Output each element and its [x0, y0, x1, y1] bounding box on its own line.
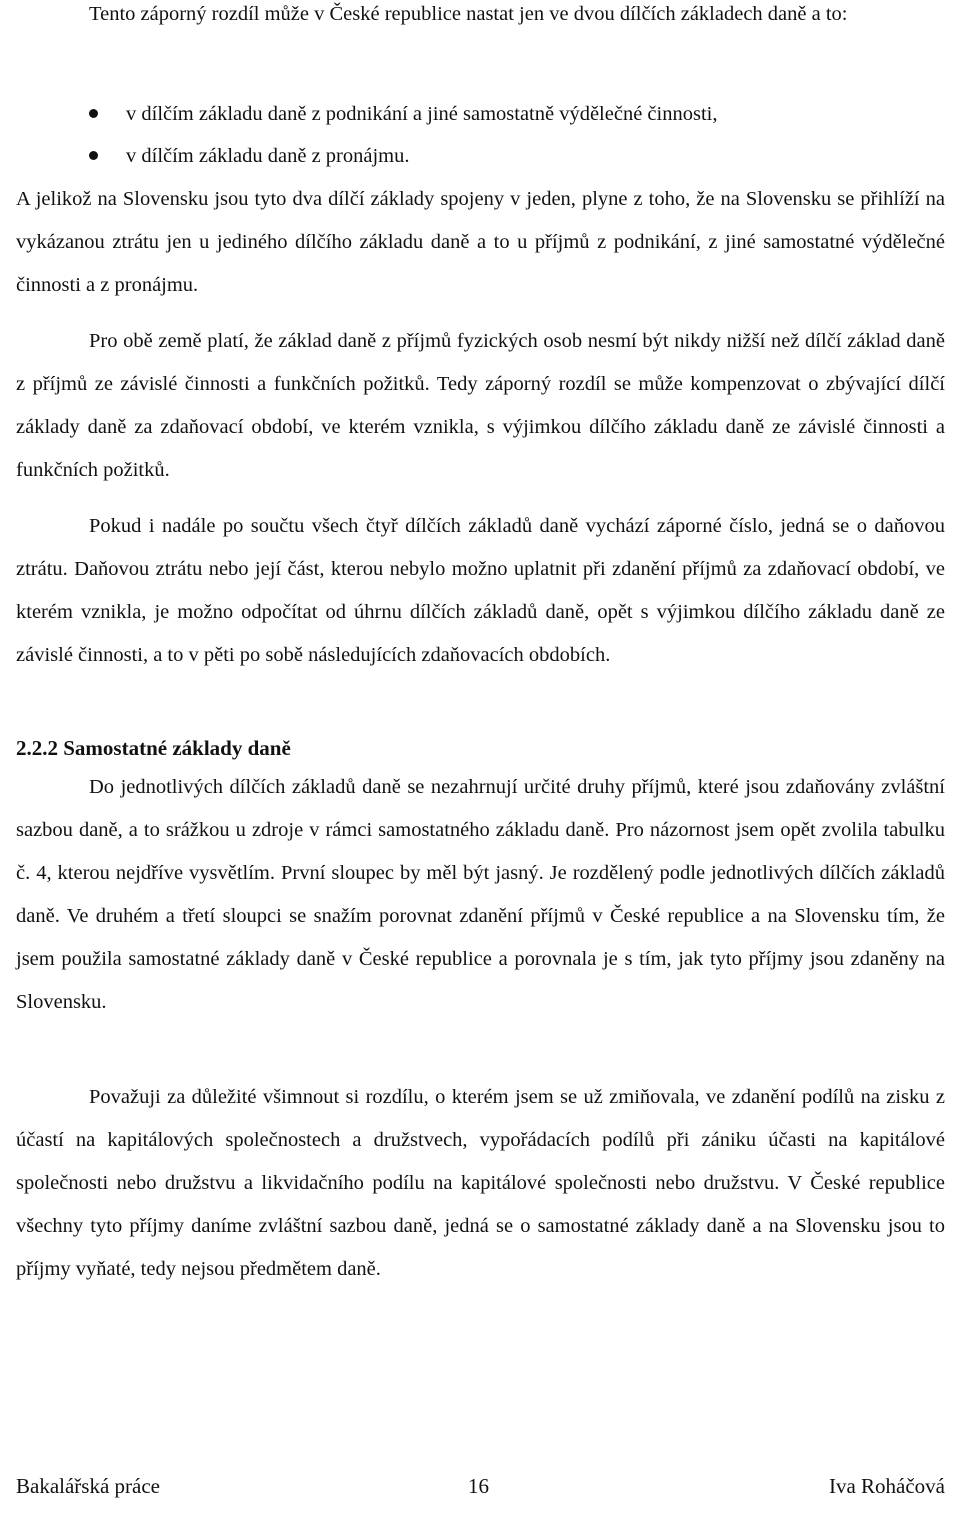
footer-document-type: Bakalářská práce — [16, 1474, 160, 1498]
footer-author: Iva Roháčová — [828, 1474, 945, 1498]
paragraph-slovensko: A jelikož na Slovensku jsou tyto dva dílčí základy spojeny v jeden, plyne z toho, že na Slovensku se přihlíží na vykázanou ztrátu jen u jediného dílčího základu daně a to u příjmů z podnikání, z jiné samostatné výdělečné činnosti a z pronájmu. — [16, 188, 945, 296]
bullet-list — [16, 93, 945, 177]
list-item: v dílčím základu daně z podnikání a jiné samostatně výdělečné činnosti, — [16, 93, 945, 135]
page-footer — [16, 1474, 945, 1514]
paragraph-obe-zeme: Pro obě země platí, že základ daně z příjmů fyzických osob nesmí být nikdy nižší než dílčí základ daně z příjmů ze závislé činnosti a funkčních požitků. Tedy záporný rozdíl se může kompenzovat o zbývající dílčí základy daně za zdaňovací období, ve kterém vznikla, s výjimkou dílčího základu daně ze závislé činnosti a funkčních požitků. — [16, 330, 945, 481]
intro-paragraph: Tento záporný rozdíl může v České republice nastat jen ve dvou dílčích základech daně a to: — [89, 3, 848, 25]
paragraph-pokud: Pokud i nadále po součtu všech čtyř dílčích základů daně vychází záporné číslo, jedná se o daňovou ztrátu. Daňovou ztrátu nebo její část, kterou nebylo možno uplatnit při zdanění příjmů za zdaňovací období, ve kterém vznikla, je možno odpočítat od úhrnu dílčích základů daně, opět s výjimkou dílčího základu daně ze závislé činnosti, a to v pěti po sobě následujících zdaňovacích obdobích. — [16, 515, 945, 666]
list-item: v dílčím základu daně z pronájmu. — [16, 135, 945, 177]
section-heading: 2.2.2 Samostatné základy daně — [16, 736, 291, 760]
page-number: 16 — [468, 1474, 489, 1498]
paragraph-povazuji: Považuji za důležité všimnout si rozdílu, o kterém jsem se už zmiňovala, ve zdanění podílů na zisku z účastí na kapitálových společnostech a družstvech, vypořádacích podílů při zániku účasti na kapitálové společnosti nebo družstvu a likvidačního podílu na kapitálové společnosti nebo družstvu. V České republice všechny tyto příjmy daníme zvláštní sazbou daně, jedná se o samostatné základy daně a na Slovensku jsou to příjmy vyňaté, tedy nejsou předmětem daně. — [16, 1086, 945, 1280]
paragraph-samostatne: Do jednotlivých dílčích základů daně se nezahrnují určité druhy příjmů, které jsou zdaňovány zvláštní sazbou daně, a to srážkou u zdroje v rámci samostatného základu daně. Pro názornost jsem opět zvolila tabulku č. 4, kterou nejdříve vysvětlím. První sloupec by měl být jasný. Je rozdělený podle jednotlivých dílčích základů daně. Ve druhém a třetí sloupci se snažím porovnat zdanění příjmů v České republice a na Slovensku tím, že jsem použila samostatné základy daně v České republice a porovnala je s tím, jak tyto příjmy jsou zdaněny na Slovensku. — [16, 776, 945, 1013]
